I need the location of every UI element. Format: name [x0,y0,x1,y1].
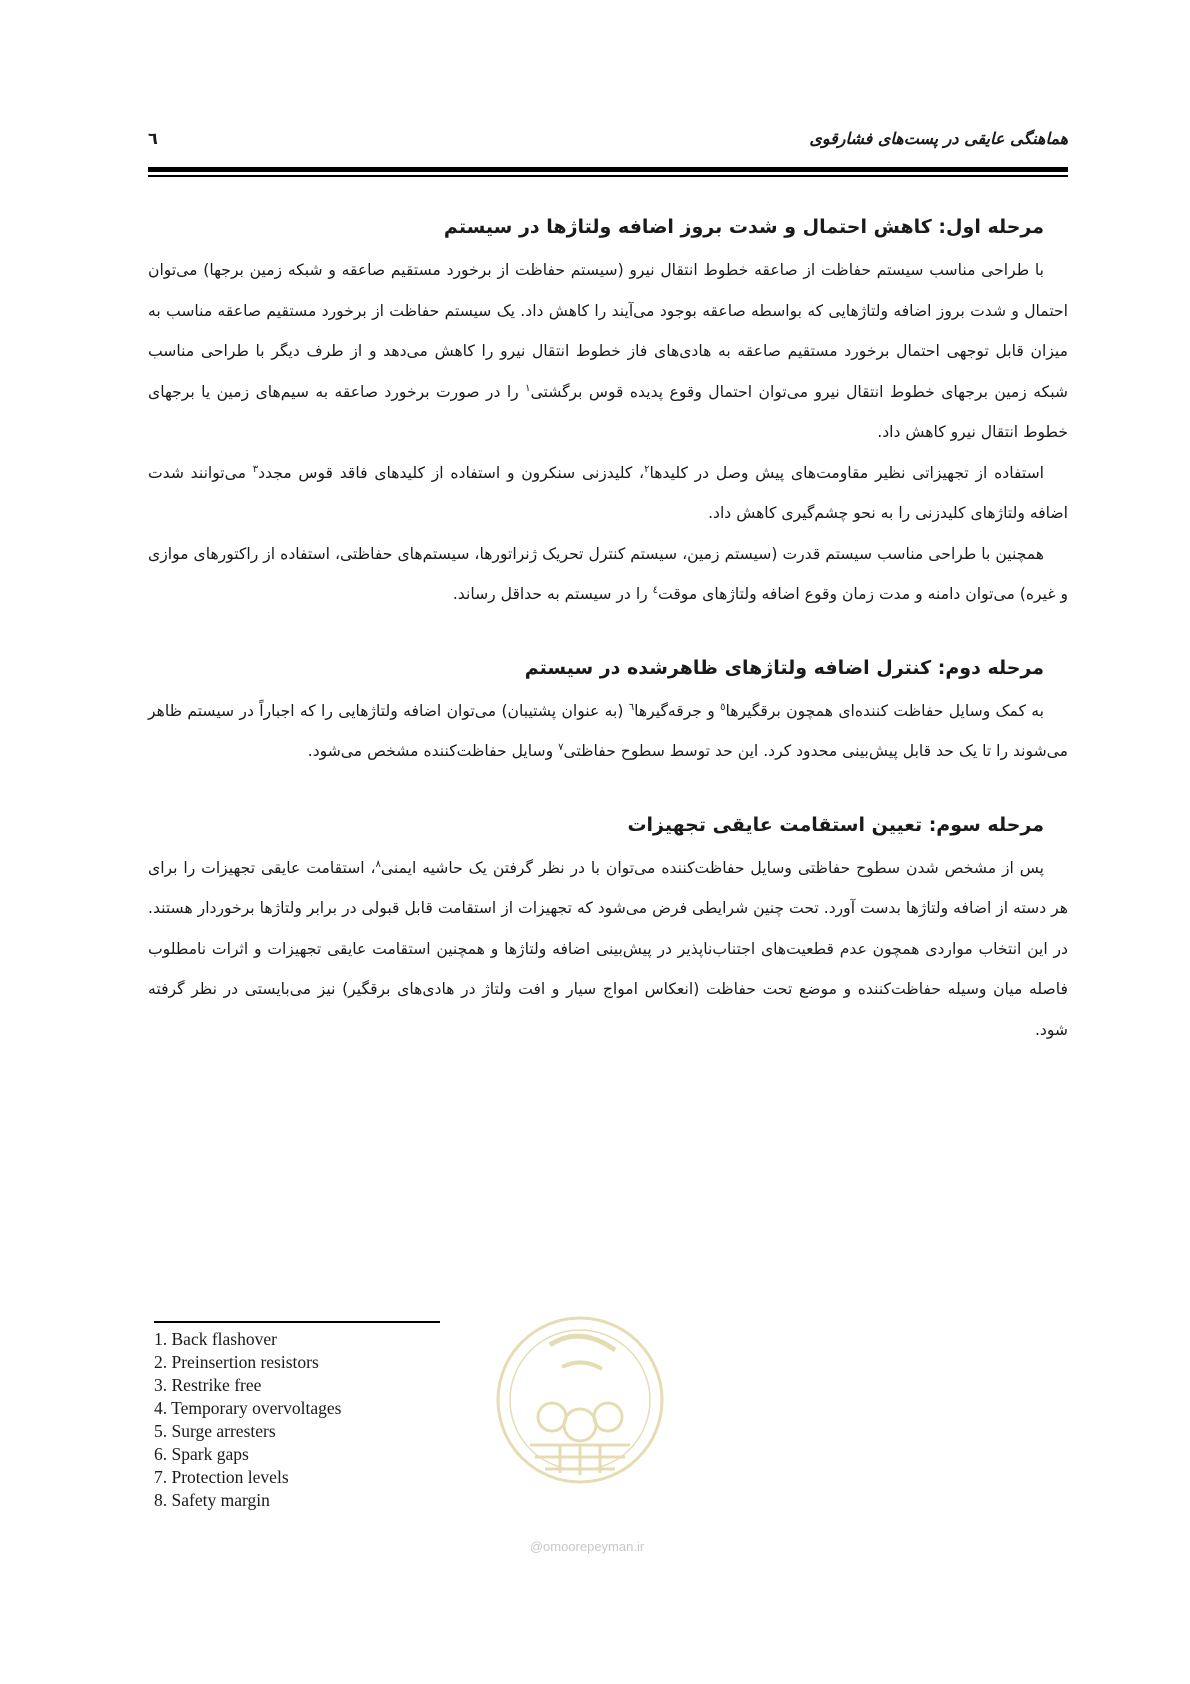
footnote-item: 8. Safety margin [154,1490,270,1510]
footnotes [154,1328,342,1512]
footnote-separator [154,1321,440,1323]
paragraph [148,534,1068,615]
footnote-ref: ٦ [628,701,635,713]
footnote-item: 5. Surge arresters [154,1421,276,1441]
footnote-item: 1. Back flashover [154,1329,277,1349]
paragraph-text: و جرقه‌گیرها [634,701,721,720]
footnote-item: 4. Temporary overvoltages [154,1398,342,1418]
footnote-ref: ٥ [720,701,726,713]
header-rule-thin [148,175,1068,177]
paragraph-text: با طراحی مناسب سیستم حفاظت از صاعقه خطوط انتقال نیرو (سیستم حفاظت از برخورد مستقیم صاعقه و شبکه زمین برجها) می‌توان احتمال و شدت بروز اضافه ولتاژهایی که بواسطه صاعقه بوجود می‌آیند را کاهش داد. یک سیستم حفاظت از برخورد مستقیم صاعقه مناسب به میزان قابل توجهی احتمال برخورد مستقیم صاعقه به هادی‌های فاز خطوط انتقال نیرو را کاهش می‌دهد و از طرف دیگر با طراحی مناسب شبکه زمین برجهای خطوط انتقال نیرو می‌توان احتمال وقوع پدیده قوس برگشتی [148,261,1068,401]
section-heading: مرحله دوم: کنترل اضافه ولتاژهای ظاهرشده در سیستم [524,656,1044,679]
section-stage-three [148,808,1068,1051]
paragraph-text: ، استقامت عایقی تجهیزات را برای هر دسته از اضافه ولتاژها بدست آورد. تحت چنین شرایطی فرض می‌شود که تجهیزات از استقامت قابل قبولی در برابر ولتاژها برخوردار هستند. در این انتخاب مواردی همچون عدم قطعیت‌های اجتناب‌ناپذیر در پیش‌بینی اضافه ولتاژها و همچنین استقامت عایقی تجهیزات و اثرات نامطلوب فاصله میان وسیله حفاظت‌کننده و موضع تحت حفاظت (انعکاس امواج سیار و افت ولتاژ در هادی‌های برقگیر) نیز می‌بایستی در نظر گرفته شود. [148,858,1068,1039]
footnote-item: 6. Spark gaps [154,1444,249,1464]
paragraph-text: ، کلیدزنی سنکرون و استفاده از کلیدهای فاقد قوس مجدد [258,463,645,482]
paragraph-text: را در سیستم به حداقل رساند. [452,585,653,603]
paragraph-text: می‌توانند شدت اضافه ولتاژهای کلیدزنی را به نحو چشم‌گیری کاهش داد. [148,463,1068,522]
page-header [148,127,1068,151]
paragraph [148,453,1068,534]
paragraph [148,848,1068,1051]
footnote-ref: ٢ [644,463,650,475]
paragraph [148,691,1068,772]
paragraph-text: (به عنوان پشتیبان) می‌توان اضافه ولتاژهایی را که اجباراً در سیستم ظاهر می‌شوند را تا یک حد قابل پیش‌بینی محدود کرد. این حد توسط سطوح حفاظتی [148,701,1068,760]
section-heading: مرحله اول: کاهش احتمال و شدت بروز اضافه ولتاژها در سیستم [443,216,1044,238]
footnote-item: 7. Protection levels [154,1467,289,1487]
section-heading: مرحله سوم: تعیین استقامت عایقی تجهیزات [627,813,1044,836]
footnote-ref: ٧ [558,741,564,753]
section-stage-one [148,210,1068,615]
footnote-ref: ١ [525,382,531,394]
page-number: ٦ [148,129,158,148]
running-title: هماهنگی عایقی در پست‌های فشارقوی [809,129,1068,148]
watermark-logo-icon [490,1305,670,1505]
paragraph-text: وسایل حفاظت‌کننده مشخص می‌شود. [307,742,559,760]
footnote-item: 2. Preinsertion resistors [154,1352,319,1372]
paragraph-text: همچنین با طراحی مناسب سیستم قدرت (سیستم زمین، سیستم کنترل تحریک ژنراتورها، سیستم‌های حفاظتی، استفاده از راکتورهای موازی و غیره) می‌توان دامنه و مدت زمان وقوع اضافه ولتاژهای موقت [148,544,1068,603]
paragraph-text: استفاده از تجهیزاتی نظیر مقاومت‌های پیش وصل در کلیدها [649,463,1044,482]
watermark-url: @omoorepeyman.ir [529,1539,645,1554]
footnote-ref: ٣ [252,463,259,475]
paragraph-text: را در صورت برخورد صاعقه به سیم‌های زمین یا برجهای خطوط انتقال نیرو کاهش داد. [148,382,1068,441]
page-body [148,196,1068,1086]
footnote-ref: ٨ [375,858,381,870]
paragraph [148,250,1068,453]
paragraph-text: پس از مشخص شدن سطوح حفاظتی وسایل حفاظت‌کننده می‌توان با در نظر گرفتن یک حاشیه ایمنی [380,858,1044,877]
footnote-item: 3. Restrike free [154,1375,262,1395]
footnote-ref: ٤ [652,584,659,596]
header-rule-thick [148,167,1068,172]
paragraph-text: به کمک وسایل حفاظت کننده‌ای همچون برقگیرها [725,701,1044,720]
section-stage-two [148,651,1068,772]
